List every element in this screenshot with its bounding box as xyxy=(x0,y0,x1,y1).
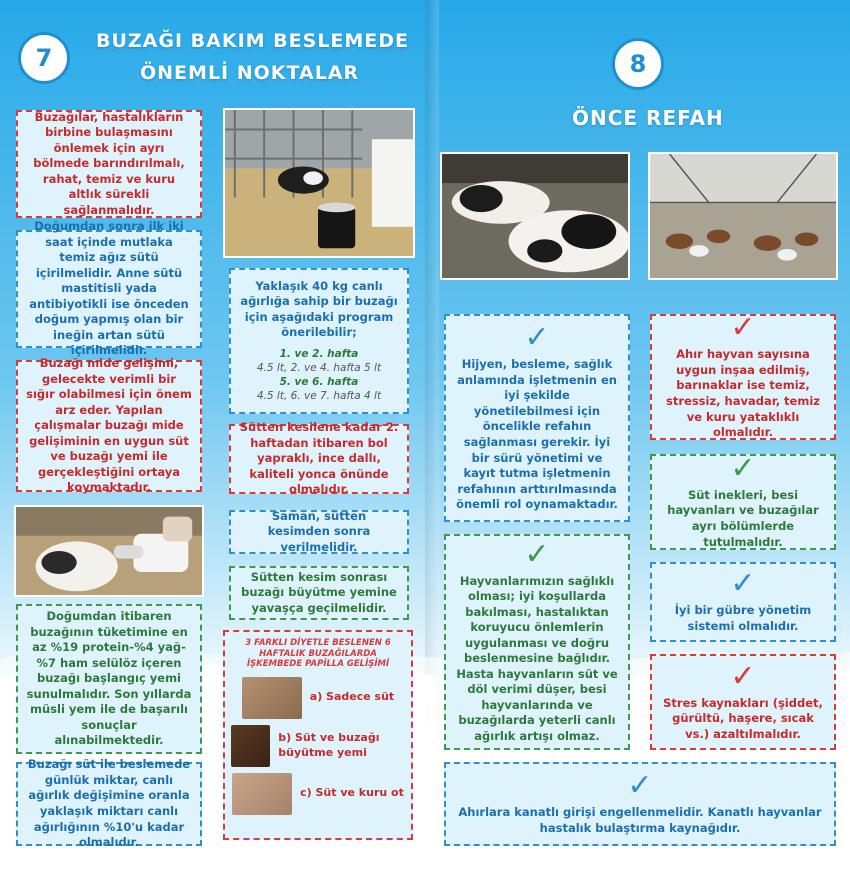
barn-capacity-box xyxy=(650,310,836,440)
program-week-5-6-label: 5. ve 6. hafta xyxy=(279,376,359,389)
manure-text: İyi bir gübre yönetim sistemi olmalıdır. xyxy=(674,603,812,633)
birds-text: Ahırlara kanatlı girişi engellenmelidir. Kanatlı hayvanlar hastalık bulaştırma kaynağıdır. xyxy=(458,805,822,835)
calf-bottle-feeding-photo xyxy=(14,505,204,597)
papilla-row-a xyxy=(242,677,394,719)
hygiene-text: Hijyen, besleme, sağlık anlamında işletmenin en iyi şekilde yönetilebilmesi için öncelikle refahın sağlanması gerekir. İyi bir sürü yönetimi ve kayıt tutma işletmenin refahının arttırılmasında önemli rol oynamaktadır. xyxy=(456,357,618,512)
papilla-row-c xyxy=(232,773,404,815)
check-icon: ✓ xyxy=(730,566,756,602)
left-title-line-1: BUZAĞI BAKIM BESLEMEDE xyxy=(96,30,410,52)
transition-box xyxy=(229,566,409,620)
papilla-label-c: c) Süt ve kuru ot xyxy=(300,786,404,800)
resting-cows-photo xyxy=(440,152,630,280)
alfalfa-box xyxy=(229,420,409,497)
straw-text: Saman, sütten kesimden sonra verilmelidir. xyxy=(267,508,371,554)
papilla-title: 3 FARKLI DİYETLE BESLENEN 6 HAFTALIK BUZAĞILARDA İŞKEMBEDE PAPİLLA GELİŞİMİ xyxy=(245,638,391,670)
milk-amount-box xyxy=(16,757,202,850)
papilla-row-b xyxy=(231,725,405,767)
rumen-text: Buzağı mide gelişimi, gelecekte verimli bir sığır olabilmesi için önem arz eder. Yapılan çalışmalar buzağı mide gelişiminin en uygun süt ve buzağı yemi ile gerçekleştiğini ortaya koymaktadır. xyxy=(26,356,192,495)
papilla-box xyxy=(223,630,413,840)
right-title: ÖNCE REFAH xyxy=(572,106,724,130)
program-week-5-6-value: 4.5 lt, 6. ve 7. hafta 4 lt xyxy=(256,390,382,403)
straw-box xyxy=(229,510,409,554)
barn-interior-photo xyxy=(648,152,838,280)
page-number-badge-8 xyxy=(612,38,664,90)
stress-box xyxy=(650,654,836,750)
separation-text: Süt inekleri, besi hayvanları ve buzağılar ayrı bölümlerde tutulmalıdır. xyxy=(667,487,819,549)
check-icon: ✓ xyxy=(524,320,550,356)
barn-capacity-text: Ahır hayvan sayısına uygun inşaa edilmiş, barınaklar ise temiz, stressiz, havadar, temiz ve kuru yataklıklı olmalıdır. xyxy=(666,347,820,440)
isolation-box xyxy=(16,110,202,218)
papilla-label-a: a) Sadece süt xyxy=(309,690,395,704)
starter-feed-text: Doğumdan itibaren buzağının tüketimine en az %19 protein-%4 yağ-%7 ham selülöz içeren buzağı başlangıç yemi sunulmalıdır. Son yıllarda müsli yem ile de başarılı sonuçlar alınabilmektedir. xyxy=(26,609,192,748)
isolation-text: Buzağılar, hastalıkların birbine bulaşmasını önlemek için ayrı bölmede barındırılmalı, rahat, temiz ve kuru altlık sürekli sağlanmalıdır. xyxy=(33,109,185,217)
program-box xyxy=(229,268,409,414)
program-week-1-2-value: 4.5 lt, 2. ve 4. hafta 5 lt xyxy=(256,361,382,374)
papilla-image-c xyxy=(232,773,292,815)
check-icon: ✓ xyxy=(730,450,756,486)
starter-feed-box xyxy=(16,604,202,754)
check-icon: ✓ xyxy=(627,768,653,804)
alfalfa-text: Sütten kesilene kadar 2. haftadan itibaren bol yapraklı, ince dallı, kaliteli yonca önünde olmalıdır. xyxy=(239,420,399,497)
page-number-badge-7 xyxy=(18,32,70,84)
health-text: Hayvanlarımızın sağlıklı olması; iyi koşullarda bakılması, hastalıktan koruyucu önlemlerin uygulanması ve doğru beslenmesine bağlıdır. Hasta hayvanların süt ve döl verimi düşer, besi hayvanlarında ve buzağılarda yeterli canlı ağırlık artışı olmaz. xyxy=(456,573,618,743)
calf-hutch-photo xyxy=(223,108,415,258)
check-icon: ✓ xyxy=(730,658,756,694)
colostrum-text: Doğumdan sonra ilk iki saat içinde mutlaka temiz ağız sütü içirilmelidir. Anne sütü mastitisli yada antibiyotikli ise önceden doğum yapmış olan bir ineğin artan sütü içirilmelidir. xyxy=(29,219,189,358)
papilla-image-a xyxy=(242,677,302,719)
manure-box xyxy=(650,562,836,642)
program-week-1-2-label: 1. ve 2. hafta xyxy=(279,347,359,360)
left-title-line-2: ÖNEMLİ NOKTALAR xyxy=(140,62,360,84)
check-icon: ✓ xyxy=(524,536,550,572)
program-intro: Yaklaşık 40 kg canlı ağırlığa sahip bir buzağı için aşağıdaki program önerilebilir; xyxy=(240,278,398,340)
milk-amount-text: Buzağı süt ile beslemede günlük miktar, canlı ağırlık değişimine oranla yaklaşık miktarı canlı ağırlığının %10'u kadar olmalıdır. xyxy=(27,757,191,850)
separation-box xyxy=(650,450,836,550)
colostrum-box xyxy=(16,219,202,358)
health-box xyxy=(444,534,630,750)
page-number-7: 7 xyxy=(35,44,53,72)
check-icon: ✓ xyxy=(730,310,756,346)
rumen-box xyxy=(16,356,202,495)
page-number-8: 8 xyxy=(629,50,647,78)
transition-text: Sütten kesim sonrası buzağı büyütme yemine yavaşça geçilmelidir. xyxy=(241,569,397,615)
papilla-label-b: b) Süt ve buzağı büyütme yemi xyxy=(278,731,380,759)
papilla-image-b xyxy=(231,725,270,767)
birds-box xyxy=(444,762,836,846)
hygiene-box xyxy=(444,314,630,522)
stress-text: Stres kaynakları (şiddet, gürültü, haşere, sıcak vs.) azaltılmalıdır. xyxy=(663,695,823,741)
